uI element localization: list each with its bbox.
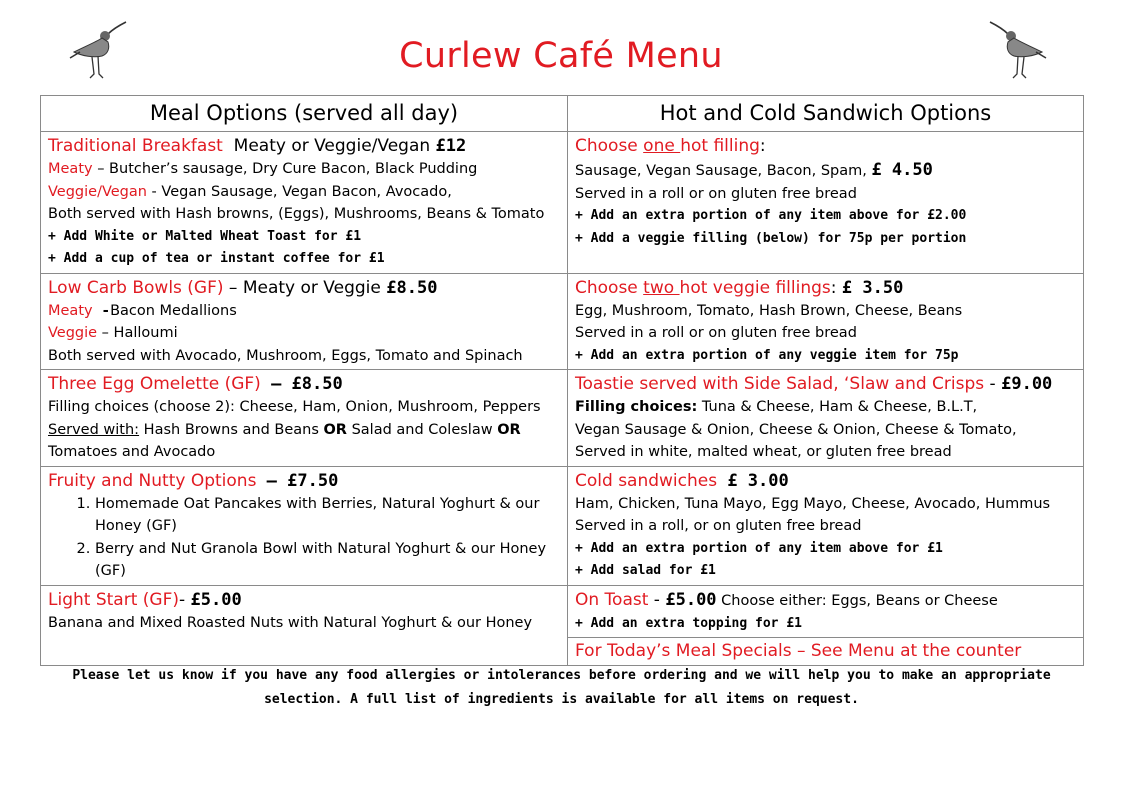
light-start-cell: Light Start (GF)- £5.00 Banana and Mixed Roasted Nuts with Natural Yoghurt & our Honey [41,585,568,665]
specials-cell: For Today’s Meal Specials – See Menu at the counter [568,638,1084,666]
sandwich-options-header: Hot and Cold Sandwich Options [568,96,1084,132]
breakfast-cell: Traditional Breakfast Meaty or Veggie/Vegan £12 Meaty – Butcher’s sausage, Dry Cure Bacon, Black Pudding Veggie/Vegan - Vegan Sausage, Vegan Bacon, Avocado, Both served with Hash browns, (Eggs), Mushrooms, Beans & Tomato + Add White or Malted Wheat Toast for £1 + Add a cup of tea or instant coffee for £1 [41,132,568,274]
hot-filling-cell: Choose one hot filling: Sausage, Vegan Sausage, Bacon, Spam, £ 4.50 Served in a roll or on gluten free bread + Add an extra portion of any item above for £2.00 + Add a veggie filling (below) for 75p per portion [568,132,1084,274]
toastie-cell: Toastie served with Side Salad, ‘Slaw and Crisps - £9.00 Filling choices: Tuna & Cheese, Ham & Cheese, B.L.T, Vegan Sausage & Onion, Cheese & Onion, Cheese & Tomato, Served in white, malted wheat, or gluten free bread [568,370,1084,467]
table-row [41,585,1084,638]
menu-table [40,95,1084,666]
page-title: Curlew Café Menu [399,36,723,76]
hot-filling-heading: Choose one hot filling: [575,136,766,156]
veggie-filling-cell: Choose two hot veggie fillings: £ 3.50 Egg, Mushroom, Tomato, Hash Brown, Cheese, Beans Served in a roll or on gluten free bread + Add an extra portion of any veggie item for 75p [568,273,1084,370]
table-row [41,132,1084,274]
on-toast-cell: On Toast - £5.00 Choose either: Eggs, Beans or Cheese + Add an extra topping for £1 [568,585,1084,638]
lowcarb-cell: Low Carb Bowls (GF) – Meaty or Veggie £8.50 Meaty -Bacon Medallions Veggie – Halloumi Both served with Avocado, Mushroom, Eggs, Tomato and Spinach [41,273,568,370]
list-item: 2. Berry and Nut Granola Bowl with Natural Yoghurt & our Honey (GF) [95,538,561,583]
list-item: 1. Homemade Oat Pancakes with Berries, Natural Yoghurt & our Honey (GF) [95,493,561,538]
hot-filling-price: £ 4.50 [871,160,933,180]
table-row [41,370,1084,467]
meal-options-header: Meal Options (served all day) [41,96,568,132]
fruity-cell: Fruity and Nutty Options – £7.50 1. Homemade Oat Pancakes with Berries, Natural Yoghurt & our Honey (GF) 2. Berry and Nut Granola Bowl with Natural Yoghurt & our Honey (GF) [41,466,568,585]
cold-sandwich-cell: Cold sandwiches £ 3.00 Ham, Chicken, Tuna Mayo, Egg Mayo, Cheese, Avocado, Hummus Served in a roll, or on gluten free bread + Add an extra portion of any item above for £1 + Add salad for £1 [568,466,1084,585]
fruity-list [48,493,561,583]
allergy-note: Please let us know if you have any food allergies or intolerances before ordering and we will help you to make an appropriate selection. A full list of ingredients is available for all items on request. [72,668,1051,707]
table-row [41,273,1084,370]
header-row [41,96,1084,132]
breakfast-price: £12 [435,136,467,156]
breakfast-heading: Traditional Breakfast Meaty or Veggie/Vegan £12 [48,136,467,156]
table-row [41,466,1084,585]
omelette-cell: Three Egg Omelette (GF) – £8.50 Filling choices (choose 2): Cheese, Ham, Onion, Mushroom, Peppers Served with: Hash Browns and Beans OR Salad and Coleslaw OR Tomatoes and Avocado [41,370,568,467]
